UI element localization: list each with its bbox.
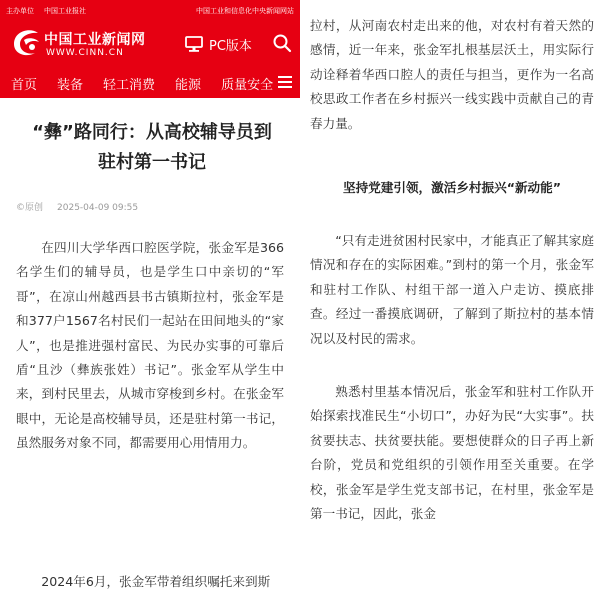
article-paragraph: “只有走进贫困村民家中，才能真正了解其家庭情况和存在的实际困难。”到村的第一个月，张金军和驻村工作队、村组干部一道入户走访、摸底排查。经过一番摸底调研，了解到了斯拉村的基本情况以及村民的需求。: [310, 233, 594, 346]
hamburger-menu-icon[interactable]: [278, 76, 292, 90]
nav-item-quality-safety[interactable]: 质量安全: [221, 77, 274, 93]
article-paragraph: 在四川大学华西口腔医学院，张金军是366名学生们的辅导员，也是学生口中亲切的“军哥”，在凉山州越西县书古镇斯拉村，张金军是和377户1567名村民们一起站在田间地头的“家人”，也是推进强村富民、为民办实事的可靠后盾“且沙（彝族张姓）书记”。张金军从学生中来，到村民里去，从城市穿梭到乡村。在张金军眼中，无论是高校辅导员，还是驻村第一书记，虽然服务对象不同，都需要用心用情用力。: [16, 240, 284, 451]
main-nav: [0, 68, 300, 98]
article-paragraph: 熟悉村里基本情况后，张金军和驻村工作队开始探索找准民生“小切口”，办好为民“大实事”。扶贫要扶志、扶贫要扶能。要想使群众的日子再上新台阶，党员和党组织的引领作用至关重要。在学校，张金军是学生党支部书记，在村里，张金军是第一书记，因此，张金: [310, 384, 594, 522]
search-icon[interactable]: [272, 33, 292, 53]
article-paragraph: 拉村，从河南农村走出来的他，对农村有着天然的感情，近一年来，张金军扎根基层沃土，用实际行动诠释着华西口腔人的责任与担当，更作为一名高校思政工作者在乡村振兴一线实践中贡献自己的青春力量。: [310, 18, 594, 131]
mobile-article-page-right: [300, 0, 600, 599]
article-title: “彝”路同行：从高校辅导员到驻村第一书记: [32, 122, 272, 173]
section-heading: 坚持党建引领，激活乡村振兴“新动能”: [342, 180, 562, 195]
host-label: 主办单位: [6, 7, 34, 15]
nav-item-home[interactable]: 首页: [11, 77, 38, 93]
header-top-bar: [6, 6, 294, 18]
monitor-icon: [185, 36, 203, 52]
brand-name[interactable]: 中国工业新闻网: [44, 32, 146, 48]
article-source: ©原创: [16, 203, 44, 213]
site-header: [0, 0, 300, 98]
article-meta: [16, 200, 152, 213]
pc-version-button[interactable]: [185, 34, 252, 54]
article-date: 2025-04-09 09:55: [57, 203, 139, 213]
nav-item-equipment[interactable]: 装备: [57, 77, 84, 93]
article-paragraph: 2024年6月，张金军带着组织嘱托来到斯: [41, 574, 271, 589]
pc-version-label: PC版本: [209, 38, 252, 54]
network-label: 中国工业和信息化中央新闻网站: [196, 7, 294, 15]
nav-item-light-industry[interactable]: 轻工消费: [103, 77, 156, 93]
cinn-logo-icon[interactable]: [8, 27, 44, 59]
host-name: 中国工业报社: [44, 7, 86, 15]
brand-domain: WWW.CINN.CN: [46, 48, 124, 58]
nav-item-energy[interactable]: 能源: [175, 77, 202, 93]
